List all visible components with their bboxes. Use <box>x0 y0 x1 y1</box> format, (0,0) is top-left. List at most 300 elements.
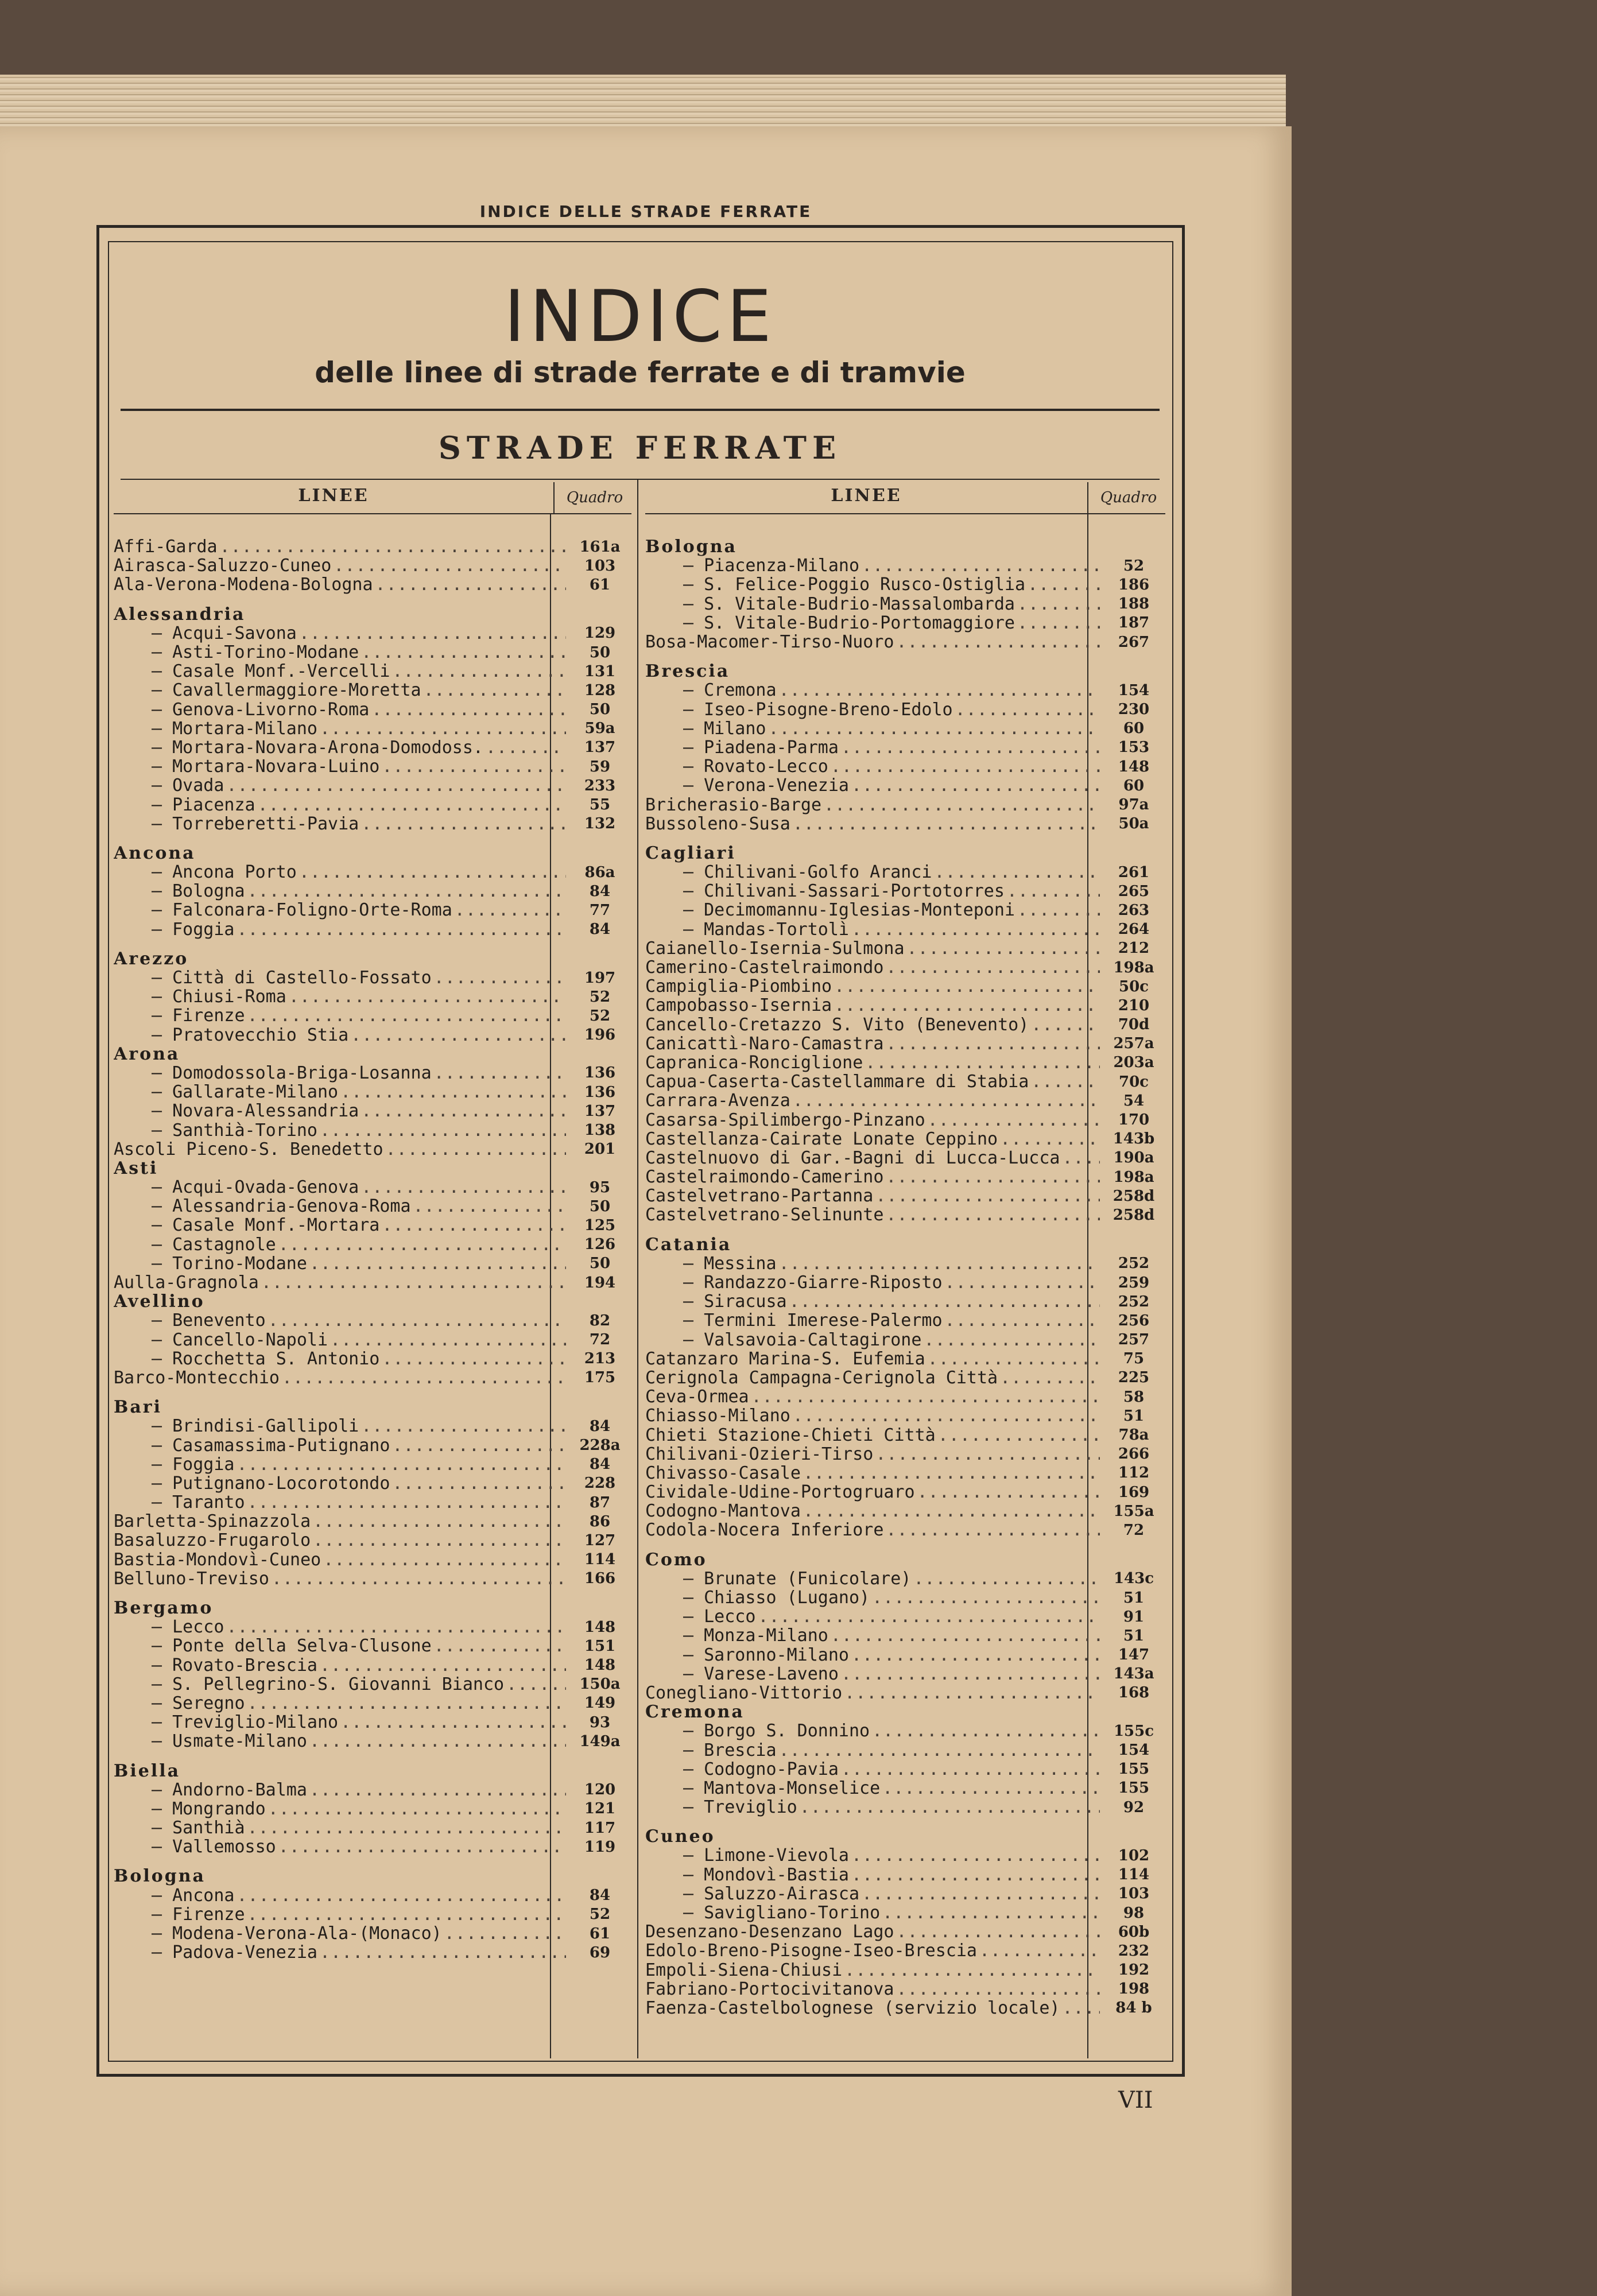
dot-leader <box>282 1368 566 1387</box>
dot-leader <box>862 556 1100 575</box>
quadro-number: 86a <box>584 863 615 881</box>
index-entry <box>645 1626 1165 1645</box>
index-entry <box>645 977 1165 996</box>
quadro-number: 192 <box>1118 1961 1150 1979</box>
quadro-number: 114 <box>584 1551 616 1569</box>
dot-leader <box>506 1675 566 1694</box>
line-name: Brescia <box>645 662 730 681</box>
dot-leader <box>237 1455 567 1474</box>
line-name: Codogno-Mantova <box>645 1502 801 1521</box>
quadro-number: 86 <box>589 1512 611 1530</box>
dot-leader <box>872 1721 1100 1740</box>
dot-leader <box>309 1781 566 1799</box>
quadro-number: 98 <box>1123 1904 1145 1922</box>
line-name: Cuneo <box>645 1827 715 1847</box>
entry-gap <box>114 1588 631 1599</box>
index-entry <box>114 719 631 738</box>
station-heading <box>114 1159 631 1178</box>
dot-leader <box>392 662 566 681</box>
station-heading <box>645 662 1165 681</box>
dot-leader <box>247 1493 566 1512</box>
line-name: — Foggia <box>114 1455 235 1474</box>
line-name: — Torreberetti-Pavia <box>114 815 359 833</box>
index-entry <box>645 1684 1165 1702</box>
line-name: — Mantova-Monselice <box>645 1779 880 1798</box>
index-entry <box>114 920 631 939</box>
quadro-number: 128 <box>584 681 616 699</box>
index-entry <box>114 968 631 987</box>
line-name: — Castagnole <box>114 1235 276 1254</box>
quadro-number: 137 <box>584 1102 616 1120</box>
dot-leader <box>361 1178 566 1197</box>
dot-leader <box>779 1254 1100 1273</box>
quadro-number: 93 <box>589 1713 611 1731</box>
line-name: Avellino <box>114 1292 205 1312</box>
index-entry <box>645 1483 1165 1502</box>
index-entry <box>645 1569 1165 1588</box>
dot-leader <box>841 1760 1100 1779</box>
line-name: Capranica-Ronciglione <box>645 1053 863 1073</box>
quadro-number: 75 <box>1123 1350 1145 1368</box>
station-heading <box>114 1599 631 1618</box>
line-name: Castelvetrano-Partanna <box>645 1186 874 1206</box>
line-name: — Santhià <box>114 1818 245 1837</box>
entry-gap <box>114 833 631 844</box>
dot-leader <box>313 1512 566 1531</box>
line-name: — S. Pellegrino-S. Giovanni Bianco <box>114 1675 504 1694</box>
line-name: Casarsa-Spilimbergo-Pinzano <box>645 1110 925 1130</box>
index-entry <box>645 1349 1165 1368</box>
quadro-number: 87 <box>589 1494 611 1511</box>
dot-leader <box>371 700 566 719</box>
quadro-number: 201 <box>584 1141 616 1158</box>
index-entry <box>114 624 631 643</box>
dot-leader <box>361 643 566 662</box>
index-entry <box>645 757 1165 776</box>
dot-leader <box>340 1713 566 1732</box>
line-name: — Milano <box>645 719 766 738</box>
station-heading <box>645 1827 1165 1846</box>
line-name: Belluno-Treviso <box>114 1569 269 1588</box>
index-entry <box>114 738 631 757</box>
dot-leader <box>924 1331 1100 1349</box>
dot-leader <box>278 1837 566 1856</box>
index-subtitle: delle linee di strade ferrate e di tramvie <box>315 356 966 389</box>
quadro-number: 54 <box>1123 1092 1145 1110</box>
line-name: — Savigliano-Torino <box>645 1903 880 1922</box>
line-name: — Piacenza-Milano <box>645 556 859 575</box>
dot-leader <box>1007 882 1100 901</box>
quadro-number: 51 <box>1123 1627 1145 1645</box>
index-entry <box>645 1130 1165 1149</box>
line-name: Campiglia-Piombino <box>645 977 832 996</box>
line-name: — Pratovecchio Stia <box>114 1026 348 1045</box>
dot-leader <box>875 1186 1100 1205</box>
dot-leader <box>313 1531 566 1550</box>
quadro-number: 119 <box>584 1838 616 1856</box>
dot-leader <box>392 1474 566 1493</box>
quadro-number: 212 <box>1118 940 1150 957</box>
quadro-number: 258d <box>1113 1187 1155 1205</box>
quadro-number: 149a <box>579 1732 621 1750</box>
dot-leader <box>803 1502 1100 1521</box>
line-name: — Santhià-Torino <box>114 1120 317 1139</box>
index-entry <box>114 1618 631 1636</box>
line-name: — Genova-Livorno-Roma <box>114 700 369 719</box>
quadro-number: 59a <box>584 720 615 738</box>
quadro-number: 225 <box>1118 1369 1150 1387</box>
dot-leader <box>882 1903 1100 1922</box>
dot-leader <box>299 863 566 882</box>
quadro-number: 186 <box>1118 576 1150 594</box>
quadro-number: 52 <box>589 1906 611 1923</box>
index-entry <box>645 1292 1165 1311</box>
quadro-number: 59 <box>589 758 611 775</box>
index-entry <box>645 795 1165 814</box>
line-name: Bologna <box>645 537 737 557</box>
line-name: Aulla-Gragnola <box>114 1273 259 1293</box>
index-entry <box>114 1064 631 1083</box>
index-entry <box>114 863 631 882</box>
quadro-number: 149 <box>584 1694 616 1712</box>
quadro-header: Quadro <box>1100 489 1157 506</box>
index-entry <box>645 1740 1165 1759</box>
line-name: — Andorno-Balma <box>114 1781 307 1799</box>
index-entry <box>114 1569 631 1588</box>
quadro-number: 120 <box>584 1781 616 1799</box>
index-entry <box>645 1168 1165 1186</box>
line-name: Caianello-Isernia-Sulmona <box>645 938 905 958</box>
quadro-number: 143b <box>1113 1130 1155 1148</box>
dot-leader <box>834 977 1100 996</box>
quadro-number: 131 <box>584 662 616 680</box>
quadro-number: 50 <box>589 643 611 661</box>
line-name: Chieti Stazione-Chieti Città <box>645 1425 936 1445</box>
quadro-number: 168 <box>1118 1684 1150 1702</box>
index-entry <box>114 1216 631 1235</box>
dot-leader <box>434 968 566 987</box>
line-name: — Siracusa <box>645 1292 787 1311</box>
line-name: — Rocchetta S. Antonio <box>114 1349 379 1368</box>
dot-leader <box>841 1665 1100 1684</box>
line-name: Biella <box>114 1761 181 1781</box>
line-name: — Benevento <box>114 1311 266 1330</box>
index-entry <box>645 1665 1165 1684</box>
dot-leader <box>272 1569 566 1588</box>
dot-leader <box>928 1110 1100 1129</box>
dot-leader <box>486 738 566 757</box>
line-name: Capua-Caserta-Castellammare di Stabia <box>645 1072 1029 1092</box>
dot-leader <box>1062 1149 1100 1168</box>
quadro-number: 50a <box>1118 815 1149 833</box>
dot-leader <box>361 1102 566 1120</box>
dot-leader <box>220 537 566 556</box>
index-entry <box>114 1512 631 1531</box>
dot-leader <box>444 1924 566 1943</box>
dot-leader <box>769 719 1100 738</box>
index-entry <box>645 1034 1165 1053</box>
quadro-number: 84 <box>589 921 611 938</box>
index-entry <box>114 1694 631 1713</box>
quadro-number: 257 <box>1118 1331 1150 1349</box>
quadro-number: 151 <box>584 1637 616 1655</box>
line-name: — Mortara-Milano <box>114 719 317 738</box>
section-title: STRADE FERRATE <box>438 429 842 466</box>
index-entry <box>645 1646 1165 1665</box>
index-entry <box>114 1235 631 1254</box>
quadro-number: 103 <box>1118 1885 1150 1903</box>
dot-leader <box>361 1417 566 1436</box>
quadro-number: 84 <box>589 1417 611 1435</box>
dot-leader <box>865 1053 1100 1072</box>
dot-leader <box>851 1865 1100 1884</box>
line-name: Codola-Nocera Inferiore <box>645 1521 884 1540</box>
quadro-number: 125 <box>584 1216 616 1234</box>
dot-leader <box>872 1588 1100 1607</box>
index-entry <box>645 882 1165 901</box>
quadro-number: 121 <box>584 1800 616 1818</box>
line-name: — Bologna <box>114 882 245 901</box>
index-entry <box>645 996 1165 1015</box>
dot-leader <box>247 882 566 901</box>
line-name: Fabriano-Portocivitanova <box>645 1979 894 1999</box>
index-entry <box>645 575 1165 594</box>
index-entry <box>645 1425 1165 1444</box>
line-name: — Ponte della Selva-Clusone <box>114 1636 432 1655</box>
line-name: Catanzaro Marina-S. Eufemia <box>645 1349 925 1368</box>
quadro-number: 52 <box>1123 557 1145 575</box>
quadro-number: 198a <box>1113 959 1154 976</box>
dot-leader <box>424 681 566 700</box>
dot-leader <box>247 1006 566 1025</box>
dot-leader <box>299 624 566 643</box>
line-name: — Ancona Porto <box>114 863 297 882</box>
title-rule <box>121 409 1160 411</box>
quadro-number: 252 <box>1118 1255 1150 1273</box>
index-entry <box>114 1254 631 1273</box>
quadro-number: 264 <box>1118 921 1150 938</box>
dot-leader <box>886 1034 1100 1053</box>
index-entry <box>114 1905 631 1924</box>
dot-leader <box>237 1886 567 1905</box>
station-heading <box>645 1235 1165 1254</box>
entry-gap <box>114 1751 631 1761</box>
index-entry <box>114 556 631 575</box>
dot-leader <box>323 1550 566 1569</box>
linee-header: LINEE <box>831 486 902 506</box>
quadro-number: 70d <box>1118 1016 1150 1034</box>
line-name: — Ancona <box>114 1886 235 1905</box>
quadro-number: 50c <box>1118 978 1149 995</box>
index-entry <box>645 1521 1165 1539</box>
line-name: — Alessandria-Genova-Roma <box>114 1197 411 1216</box>
dot-leader <box>955 700 1100 719</box>
quadro-number: 188 <box>1118 595 1150 613</box>
dot-leader <box>824 795 1100 814</box>
dot-leader <box>382 1216 566 1235</box>
line-name: — S. Felice-Poggio Rusco-Ostiglia <box>645 575 1025 594</box>
index-title: INDICE <box>503 276 777 358</box>
index-entry <box>645 1331 1165 1349</box>
quadro-number: 166 <box>584 1570 616 1588</box>
section-rule <box>121 479 1160 480</box>
line-name: — Piadena-Parma <box>645 738 839 757</box>
line-name: — S. Vitale-Budrio-Portomaggiore <box>645 614 1015 633</box>
index-entry <box>114 1455 631 1474</box>
quadro-number: 60 <box>1123 720 1145 738</box>
index-entry <box>114 1713 631 1732</box>
linee-header: LINEE <box>298 486 369 506</box>
index-entry <box>114 987 631 1006</box>
right-column-header <box>645 482 1165 514</box>
line-name: — Cancello-Napoli <box>114 1331 328 1349</box>
index-entry <box>114 1006 631 1025</box>
quadro-number: 154 <box>1118 1742 1150 1759</box>
index-entry <box>645 1205 1165 1224</box>
line-name: — Padova-Venezia <box>114 1943 317 1962</box>
dot-leader <box>803 1464 1100 1483</box>
quadro-number: 213 <box>584 1350 616 1368</box>
dot-leader <box>751 1387 1100 1406</box>
quadro-number: 112 <box>1118 1464 1150 1482</box>
line-name: — Modena-Verona-Ala-(Monaco) <box>114 1924 442 1943</box>
index-entry <box>114 1026 631 1045</box>
dot-leader <box>320 719 566 738</box>
line-name: — Rovato-Brescia <box>114 1656 317 1675</box>
line-name: Arezzo <box>114 949 189 968</box>
quadro-number: 147 <box>1118 1646 1150 1664</box>
dot-leader <box>831 1626 1100 1645</box>
index-entry <box>645 700 1165 719</box>
index-entry <box>114 1799 631 1818</box>
quadro-number: 50 <box>589 1197 611 1215</box>
line-name: Chiasso-Milano <box>645 1406 790 1426</box>
left-column <box>114 482 631 1962</box>
dot-leader <box>434 1064 566 1083</box>
dot-leader <box>330 1331 566 1349</box>
dot-leader <box>851 1846 1100 1865</box>
line-name: Cividale-Udine-Portogruaro <box>645 1483 915 1502</box>
line-name: — Borgo S. Donnino <box>645 1721 870 1740</box>
index-entry <box>114 1636 631 1655</box>
line-name: — Città di Castello-Fossato <box>114 968 432 987</box>
quadro-number: 263 <box>1118 901 1150 919</box>
line-name: Castelraimondo-Camerino <box>645 1168 884 1187</box>
index-entry <box>114 1120 631 1139</box>
dot-leader <box>392 1436 566 1455</box>
dot-leader <box>758 1607 1100 1626</box>
page-number: VII <box>1118 2087 1153 2113</box>
quadro-number: 257a <box>1113 1035 1154 1053</box>
quadro-number: 154 <box>1118 681 1150 699</box>
station-heading <box>645 537 1165 556</box>
line-name: — Varese-Laveno <box>645 1665 839 1684</box>
line-name: Asti <box>114 1158 158 1178</box>
line-name: Basaluzzo-Frugarolo <box>114 1531 311 1550</box>
station-heading <box>114 1045 631 1064</box>
dot-leader <box>1031 1072 1100 1091</box>
line-name: Empoli-Siena-Chiusi <box>645 1960 843 1980</box>
quadro-number: 91 <box>1123 1608 1145 1626</box>
quadro-number: 129 <box>584 625 616 642</box>
line-name: — Messina <box>645 1254 777 1273</box>
line-name: — Acqui-Savona <box>114 624 297 643</box>
station-heading <box>645 1550 1165 1569</box>
quadro-number: 69 <box>589 1944 611 1961</box>
station-heading <box>114 1867 631 1886</box>
entry-gap <box>645 1225 1165 1235</box>
dot-leader <box>945 1273 1100 1292</box>
line-name: — Domodossola-Briga-Losanna <box>114 1064 432 1083</box>
line-name: — Foggia <box>114 920 235 939</box>
dot-leader <box>1017 901 1100 920</box>
index-entry <box>114 1474 631 1493</box>
dot-leader <box>1017 595 1100 614</box>
line-name: — Chiusi-Roma <box>114 987 286 1006</box>
quadro-number: 137 <box>584 739 616 757</box>
quadro-number: 127 <box>584 1531 616 1549</box>
line-name: — Taranto <box>114 1493 245 1512</box>
dot-leader <box>320 1943 566 1962</box>
dot-leader <box>844 1684 1100 1702</box>
index-entry <box>114 643 631 662</box>
quadro-number: 261 <box>1118 863 1150 881</box>
index-entry <box>645 1254 1165 1273</box>
index-entry <box>114 1943 631 1962</box>
index-entry <box>645 1999 1165 2018</box>
dot-leader <box>793 815 1100 833</box>
line-name: — Saluzzo-Airasca <box>645 1884 859 1903</box>
quadro-number: 148 <box>584 1618 616 1636</box>
quadro-number: 187 <box>1118 614 1150 632</box>
dot-leader <box>261 1273 566 1292</box>
quadro-number: 228 <box>584 1475 616 1492</box>
line-name: Campobasso-Isernia <box>645 996 832 1015</box>
quadro-number: 256 <box>1118 1312 1150 1329</box>
quadro-number: 60 <box>1123 777 1145 794</box>
line-name: Conegliano-Vittorio <box>645 1683 843 1703</box>
dot-leader <box>334 556 566 575</box>
dot-leader <box>844 1961 1100 1980</box>
index-entry <box>114 1273 631 1292</box>
dot-leader <box>247 1694 566 1713</box>
entry-gap <box>114 1856 631 1867</box>
dot-leader <box>1062 1999 1100 2018</box>
index-entry <box>645 1110 1165 1129</box>
index-entry <box>114 1140 631 1159</box>
quadro-number: 52 <box>589 1007 611 1025</box>
dot-leader <box>413 1197 566 1216</box>
line-name: — Treviglio-Milano <box>114 1713 338 1732</box>
line-name: — Brindisi-Gallipoli <box>114 1417 359 1436</box>
quadro-number: 51 <box>1123 1589 1145 1607</box>
line-name: Bergamo <box>114 1598 214 1618</box>
dot-leader <box>320 1656 566 1675</box>
index-entry <box>645 958 1165 977</box>
index-entry <box>114 1349 631 1368</box>
quadro-number: 55 <box>589 796 611 814</box>
line-name: — Mongrando <box>114 1799 266 1818</box>
dot-leader <box>886 958 1100 977</box>
quadro-number: 155c <box>1113 1722 1154 1740</box>
line-name: — Casamassima-Putignano <box>114 1436 390 1455</box>
line-name: Bari <box>114 1398 162 1417</box>
index-entry <box>645 920 1165 939</box>
quadro-number: 169 <box>1118 1483 1150 1501</box>
quadro-number: 153 <box>1118 739 1150 757</box>
dot-leader <box>979 1941 1100 1960</box>
index-entry <box>114 1311 631 1330</box>
